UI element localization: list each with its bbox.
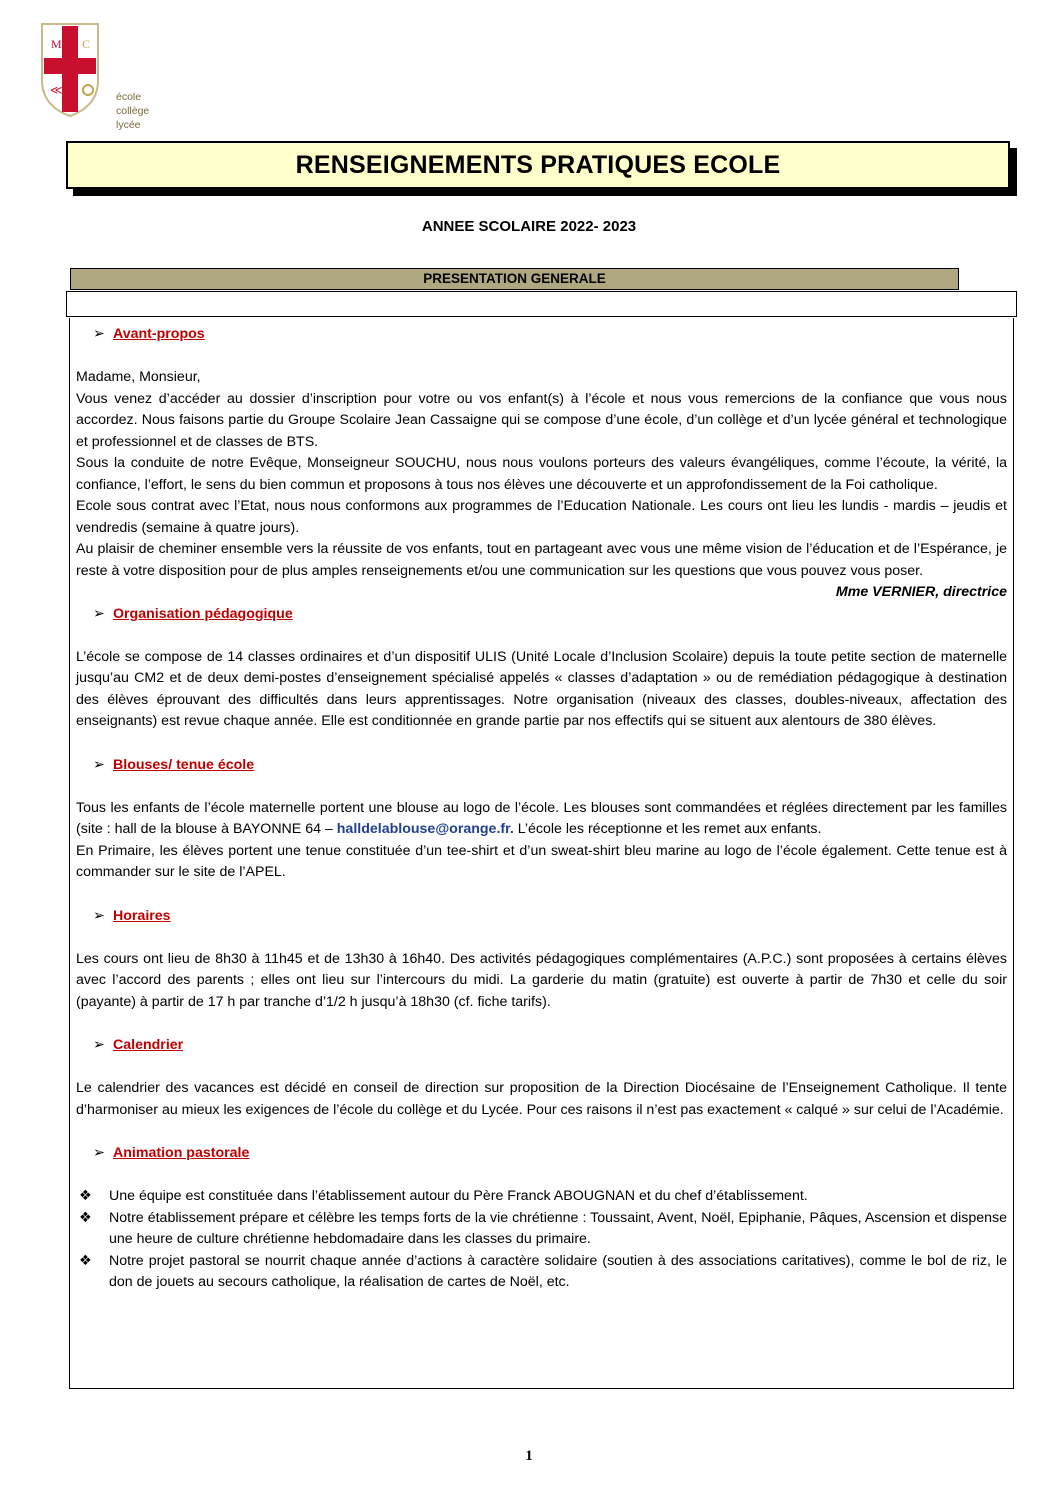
arrow-icon: ➢ xyxy=(93,326,105,342)
diamond-bullet-icon: ❖ xyxy=(79,1252,92,1269)
paragraph xyxy=(76,798,1007,841)
list-item xyxy=(76,1251,1007,1294)
heading-label: Animation pastorale xyxy=(113,1145,250,1161)
greeting: Madame, Monsieur, xyxy=(76,369,201,385)
logo-wordmark xyxy=(116,90,149,132)
heading-label: Horaires xyxy=(113,907,171,924)
page-title: RENSEIGNEMENTS PRATIQUES ECOLE xyxy=(295,151,781,179)
heading-blouses xyxy=(93,755,1007,776)
school-logo xyxy=(38,20,178,130)
heading-organisation xyxy=(93,604,1007,625)
list-item-text: Notre projet pastoral se nourrit chaque année d’actions à caractère solidaire (soutien à des associations caritatives), comme le bol de riz, le don de jouets au secours catholique, la réalisation de cartes de Noël, etc. xyxy=(109,1252,1007,1290)
logo-line: lycée xyxy=(116,119,141,131)
svg-text:C: C xyxy=(82,37,91,51)
list-item xyxy=(76,1208,1007,1251)
paragraph: Le calendrier des vacances est décidé en conseil de direction sur proposition de la Direction Diocésaine de l’Enseignement Catholique. Il tente d’harmoniser au mieux les exigences de l’école du collège et du Lycée. Pour ces raisons il n’est pas exactement « calqué » sur celui de l’Académie. xyxy=(76,1080,1007,1118)
heading-pastorale xyxy=(93,1143,1007,1164)
heading-horaires xyxy=(93,906,1007,927)
paragraph: Ecole sous contrat avec l’Etat, nous nous conformons aux programmes de l’Education Nationale. Les cours ont lieu les lundis - mardis – jeudis et vendredis (semaine à quatre jours). xyxy=(76,498,1007,536)
svg-text:M: M xyxy=(51,37,62,51)
heading-label: Avant-propos xyxy=(113,326,205,342)
diamond-bullet-icon: ❖ xyxy=(79,1188,92,1204)
heading-label: Organisation pédagogique xyxy=(113,605,293,622)
list-item-text: Notre établissement prépare et célèbre les temps forts de la vie chrétienne : Toussaint, Avent, Noël, Epiphanie, Pâques, Ascension et dispense une heure de culture chrétienne hebdomadaire dans les classes du primaire. xyxy=(109,1209,1007,1247)
arrow-icon: ➢ xyxy=(93,1037,105,1053)
arrow-icon: ➢ xyxy=(93,1145,105,1161)
logo-line: école xyxy=(116,91,142,103)
arrow-icon: ➢ xyxy=(93,605,105,622)
diamond-bullet-icon: ❖ xyxy=(79,1209,92,1226)
heading-avant-propos xyxy=(93,324,1007,345)
logo-line: collège xyxy=(116,105,150,117)
content-frame xyxy=(69,318,1014,1389)
paragraph: Les cours ont lieu de 8h30 à 11h45 et de 13h30 à 16h40. Des activités pédagogiques complémentaires (A.P.C.) sont proposées à certains élèves avec l’accord des parents ; elles ont lieu sur l’intercours du midi. La garderie du matin (gratuite) est ouverte à partir de 7h30 et celle du soir (payante) à partir de 17 h par tranche d’1/2 h jusqu’à 18h30 (cf. fiche tarifs). xyxy=(76,950,1007,1010)
text-segment: L’école les réceptionne et les remet aux enfants. xyxy=(513,821,822,837)
email-link[interactable]: halldelablouse@orange.fr. xyxy=(336,821,514,837)
text-segment: Tous les enfants de l’école maternelle portent une blouse au logo de l’école. Les blouses sont commandées et réglées directement par les familles (site : hall de la blouse à BAYONNE 64 – xyxy=(76,799,1007,837)
school-year: ANNEE SCOLAIRE 2022- 2023 xyxy=(421,218,637,235)
paragraph: L’école se compose de 14 classes ordinaires et d’un dispositif ULIS (Unité Locale d’Inclusion Scolaire) depuis la toute petite section de maternelle jusqu’au CM2 et de deux demi-postes d’enseignement spécialisé appelés « classes d’adaptation » ou de remédiation pédagogique à destination des élèves éprouvant des difficultés dans leurs apprentissages. Notre organisation (niveaux des classes, doubles-niveaux, affectation des enseignants) est revue chaque année. Elle est conditionnée en grande partie par nos effectifs qui se situent aux alentours de 380 élèves. xyxy=(76,648,1007,729)
arrow-icon: ➢ xyxy=(93,907,105,924)
arrow-icon: ➢ xyxy=(93,756,105,773)
paragraph: Sous la conduite de notre Evêque, Monseigneur SOUCHU, nous nous voulons porteurs des valeurs évangéliques, comme l’écoute, la vérité, la confiance, l’effort, le sens du bien commun et proposons à tous nos élèves une découverte et un approfondissement de la Foi catholique. xyxy=(76,455,1007,493)
paragraph: Au plaisir de cheminer ensemble vers la réussite de vos enfants, tout en partageant avec vous une même vision de l’éducation et de l’Espérance, je reste à votre disposition pour de plus amples renseignements et/ou une communication sur les questions que vous pouvez vous poser. xyxy=(76,541,1007,579)
section-sub-bar xyxy=(66,291,1017,317)
list-item-text: Une équipe est constituée dans l’établissement autour du Père Franck ABOUGNAN et du chef d’établissement. xyxy=(109,1188,808,1204)
school-crest-icon xyxy=(38,20,108,120)
paragraph: Vous venez d’accéder au dossier d’inscription pour votre ou vos enfant(s) à l’école et nous vous remercions de la confiance que vous nous accordez. Nous faisons partie du Groupe Scolaire Jean Cassaigne qui se compose d’une école, d’un collège et d’un lycée général et technologique et professionnel et de classes de BTS. xyxy=(76,390,1007,450)
list-item xyxy=(76,1186,1007,1208)
signature: Mme VERNIER, directrice xyxy=(835,584,1007,600)
title-box xyxy=(66,141,1010,189)
svg-text:≪: ≪ xyxy=(50,83,63,97)
heading-label: Blouses/ tenue école xyxy=(113,756,255,773)
page-number: 1 xyxy=(525,1448,533,1464)
pastorale-list xyxy=(76,1186,1007,1294)
heading-label: Calendrier xyxy=(113,1037,184,1053)
heading-calendrier xyxy=(93,1035,1007,1056)
paragraph: En Primaire, les élèves portent une tenue constituée d’un tee-shirt et d’un sweat-shirt bleu marine au logo de l’école également. Cette tenue est à commander sur le site de l’APEL. xyxy=(76,842,1007,880)
section-header: PRESENTATION GENERALE xyxy=(70,268,959,290)
